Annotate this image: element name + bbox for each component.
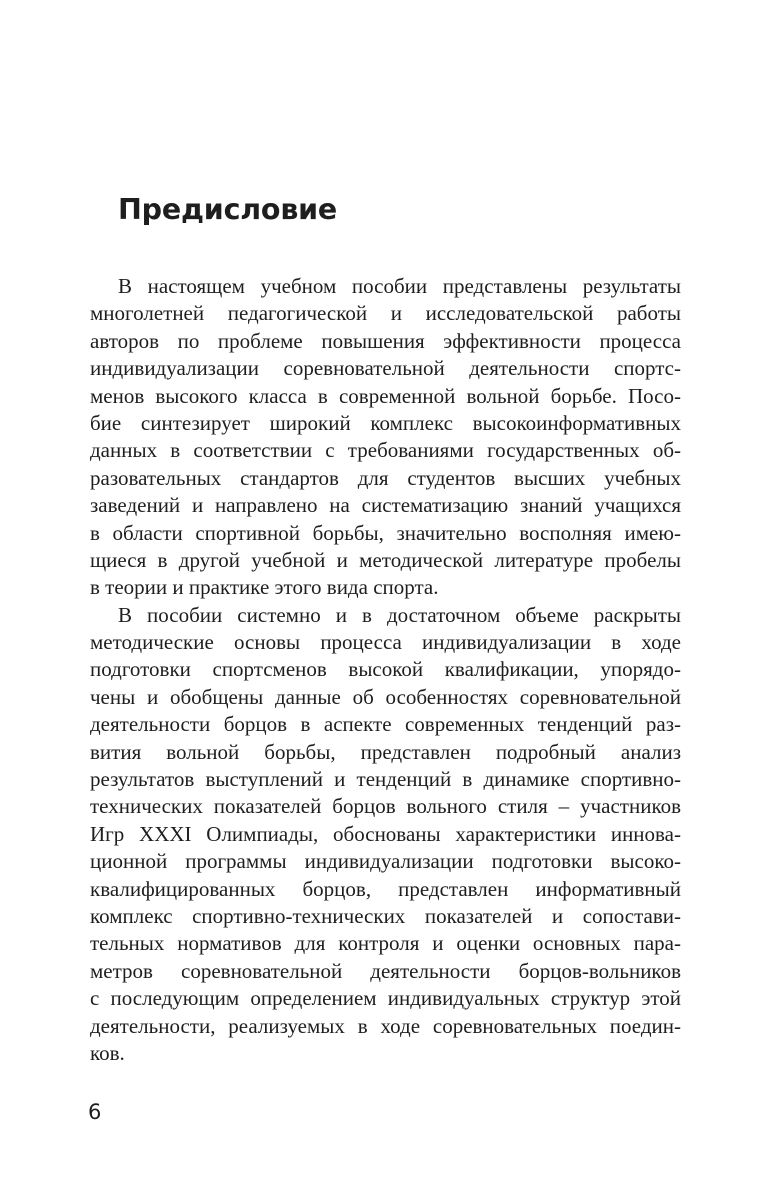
text-line: технических показателей борцов вольного стиля – участников [90,794,681,819]
text-line: комплекс спортивно-технических показателей и сопостави- [90,903,681,928]
text-line: в теории и практике этого вида спорта. [90,575,439,600]
page-title: Предисловие [118,193,338,226]
text-line: данных в соответствии с требованиями государственных об- [90,438,681,463]
text-line: разовательных стандартов для студентов высших учебных [90,465,681,490]
text-line: щиеся в другой учебной и методической литературе пробелы [90,547,681,572]
text-line: в области спортивной борьбы, значительно восполняя имею- [90,520,681,545]
text-line: с последующим определением индивидуальных структур этой [90,986,681,1011]
text-line: Игр XXXI Олимпиады, обоснованы характеристики иннова- [90,821,681,846]
text-line: деятельности, реализуемых в ходе соревновательных поедин- [90,1013,681,1038]
text-line: метров соревновательной деятельности борцов-вольников [90,958,681,983]
paragraph-2 [90,602,681,1068]
text-line: бие синтезирует широкий комплекс высокоинформативных [90,410,681,435]
text-line: индивидуализации соревновательной деятельности спортс- [90,356,681,381]
text-line: ционной программы индивидуализации подготовки высоко- [90,849,681,874]
text-line: чены и обобщены данные об особенностях соревновательной [90,684,681,709]
text-line: вития вольной борьбы, представлен подробный анализ [90,739,681,764]
body-text [90,273,681,1067]
text-line: подготовки спортсменов высокой квалификации, упорядо- [90,657,681,682]
text-line: В пособии системно и в достаточном объеме раскрыты [118,602,681,627]
text-line: результатов выступлений и тенденций в динамике спортивно- [90,767,681,792]
text-line: заведений и направлено на систематизацию знаний учащихся [90,493,681,518]
text-line: тельных нормативов для контроля и оценки основных пара- [90,931,681,956]
text-line: квалифицированных борцов, представлен информативный [90,876,681,901]
text-line: ков. [90,1040,125,1065]
page-number: 6 [88,1100,102,1124]
text-line: методические основы процесса индивидуализации в ходе [90,630,681,655]
text-line: многолетней педагогической и исследовательской работы [90,301,681,326]
text-line: авторов по проблеме повышения эффективности процесса [90,328,681,353]
paragraph-1 [90,273,681,602]
text-line: В настоящем учебном пособии представлены результаты [118,274,681,298]
text-line: менов высокого класса в современной вольной борьбе. Посо- [90,383,681,408]
text-line: деятельности борцов в аспекте современных тенденций раз- [90,712,681,737]
